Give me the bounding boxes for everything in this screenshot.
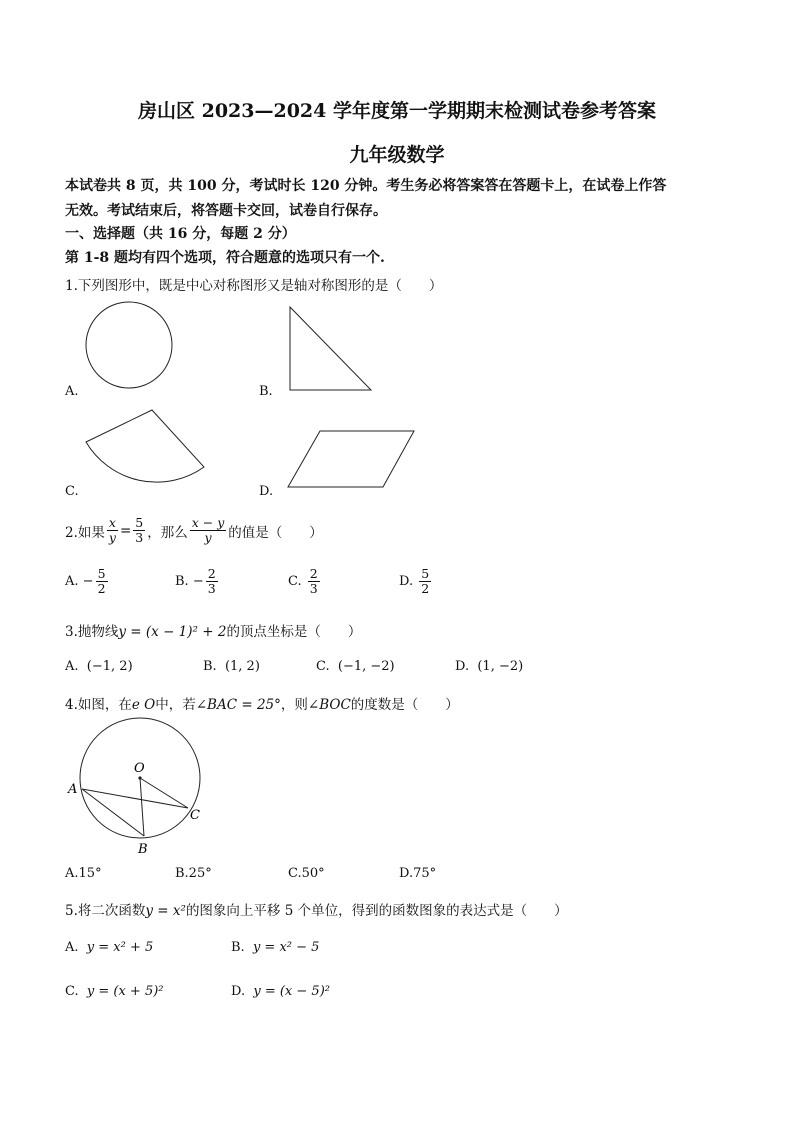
option-sign: − <box>82 574 94 589</box>
question-1-option-d[interactable]: D. <box>259 484 274 499</box>
question-4-circle: e O <box>131 697 156 713</box>
option-label: D. <box>455 659 470 674</box>
fraction-numerator: 5 <box>135 515 144 530</box>
fraction-numerator: 5 <box>421 566 430 581</box>
option-label: A. <box>65 940 79 955</box>
label-a: A <box>68 782 78 797</box>
option-label: A. <box>65 659 79 674</box>
option-label: D. <box>399 574 414 589</box>
option-value: (1, 2) <box>224 659 260 674</box>
question-3-formula: y = (x − 1)² + 2 <box>118 624 227 640</box>
option-value: (1, −2) <box>477 659 524 674</box>
option-value: (−1, −2) <box>337 659 395 674</box>
question-2-prefix: 2.如果 <box>65 524 105 541</box>
label-b: B <box>138 842 148 857</box>
center-point <box>138 776 141 779</box>
fraction-numerator: x − y <box>191 515 225 530</box>
question-2-mid: ，那么 <box>147 524 188 541</box>
option-label: C. <box>316 659 330 674</box>
question-5-prefix: 5.将二次函数 <box>65 903 146 919</box>
question-5-stem <box>65 899 568 919</box>
question-4-option-b[interactable]: B.25° <box>175 866 212 881</box>
label-o: O <box>134 761 145 776</box>
question-5-suffix: 的图象向上平移 5 个单位，得到的函数图象的表达式是（ ） <box>185 903 568 919</box>
option-label: B. <box>175 574 189 589</box>
option-value: (−1, 2) <box>86 659 133 674</box>
section-heading: 一、选择题（共 16 分，每题 2 分） <box>65 226 296 242</box>
page-subtitle: 九年级数学 <box>349 144 445 166</box>
question-3-prefix: 3.抛物线 <box>65 624 119 640</box>
option-label: C. <box>65 984 79 999</box>
question-4-angle-asked: ∠BOC <box>307 697 351 713</box>
question-5-formula: y = x² <box>145 903 186 919</box>
question-1-stem: 1.下列图形中，既是中心对称图形又是轴对称图形的是（ ） <box>65 278 443 294</box>
fraction-numerator: x <box>108 515 116 530</box>
fraction-numerator: 2 <box>207 566 216 581</box>
question-3-suffix: 的顶点坐标是（ ） <box>226 624 362 640</box>
question-4-option-c[interactable]: C.50° <box>288 866 325 881</box>
section-note: 第 1-8 题均有四个选项，符合题意的选项只有一个. <box>65 250 385 266</box>
instructions-line-1: 本试卷共 8 页，共 100 分，考试时长 120 分钟。考生务必将答案答在答题卡上，在试卷上作答 <box>65 178 667 194</box>
question-4-suffix: 的度数是（ ） <box>350 697 459 713</box>
question-2-suffix: 的值是（ ） <box>228 524 323 541</box>
question-1-option-a[interactable]: A. <box>65 384 79 399</box>
fraction-denominator: 3 <box>309 581 318 596</box>
option-label: D. <box>231 984 246 999</box>
fraction-denominator: 2 <box>421 581 430 596</box>
question-5-option-a[interactable] <box>65 940 153 955</box>
question-5-option-c[interactable] <box>65 984 164 999</box>
question-1-option-c[interactable]: C. <box>65 484 79 499</box>
option-label: B. <box>203 659 217 674</box>
option-value: y = (x − 5)² <box>253 984 330 999</box>
question-4-option-d[interactable]: D.75° <box>399 866 437 881</box>
option-value: y = x² − 5 <box>252 940 320 955</box>
instructions-line-2: 无效。考试结束后，将答题卡交回，试卷自行保存。 <box>65 203 387 219</box>
page-title: 房山区 2023—2024 学年度第一学期期末检测试卷参考答案 <box>138 100 656 122</box>
fraction-denominator: y <box>204 530 212 545</box>
fraction-denominator: y <box>108 530 116 545</box>
question-5-option-b[interactable] <box>231 940 319 955</box>
label-c: C <box>190 808 200 823</box>
option-value: y = x² + 5 <box>86 940 154 955</box>
question-4-option-a[interactable]: A.15° <box>65 866 102 881</box>
equals-sign: = <box>119 522 132 539</box>
option-label: B. <box>231 940 245 955</box>
option-label: A. <box>65 574 79 589</box>
question-4-prefix: 4.如图，在 <box>65 697 132 713</box>
fraction-denominator: 2 <box>97 581 106 596</box>
question-4-angle-given: ∠BAC = 25° <box>195 697 281 713</box>
segment-ob <box>140 778 144 836</box>
option-label: C. <box>288 574 302 589</box>
question-1-option-b[interactable]: B. <box>259 384 273 399</box>
fraction-denominator: 3 <box>135 530 144 545</box>
question-5-option-d[interactable] <box>231 984 330 999</box>
option-sign: − <box>192 574 204 589</box>
fraction-denominator: 3 <box>207 581 216 596</box>
fraction-numerator: 5 <box>97 566 106 581</box>
fraction-numerator: 2 <box>309 566 318 581</box>
question-4-mid2: ，则 <box>280 697 308 713</box>
question-4-mid1: 中，若 <box>155 697 196 713</box>
option-value: y = (x + 5)² <box>86 984 164 999</box>
